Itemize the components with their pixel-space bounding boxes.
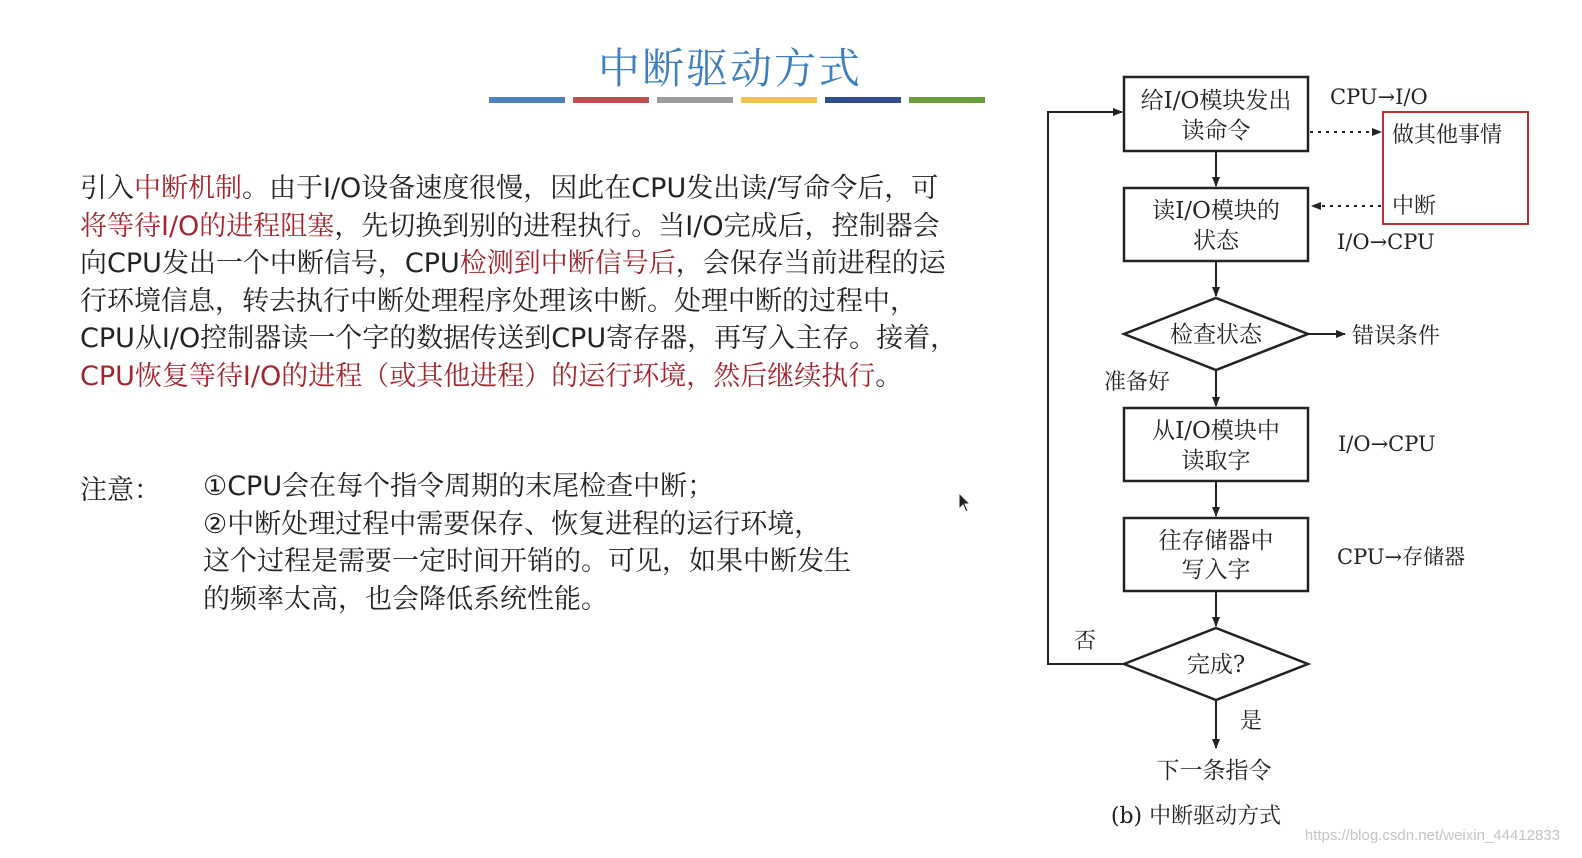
side-do-other-things: 做其他事情 [1392, 123, 1503, 148]
label-next-instruction: 下一条指令 [1156, 758, 1272, 784]
color-bar-segment [825, 97, 901, 103]
body-text: ，会保存当前进程的运行环境信息，转去执行中断处理程序处理该中断。处理中断的过程中，CPU从I/O控制器读一个字的数据传送到CPU寄存器，再写入主存。接着， [80, 248, 958, 354]
note-item-1: ①CPU会在每个指令周期的末尾检查中断； [203, 471, 715, 502]
body-text: 。 [875, 360, 903, 392]
color-bar-segment [489, 97, 565, 103]
color-bar-segment [657, 97, 733, 103]
label-error-condition: 错误条件 [1352, 324, 1441, 349]
main-paragraph [80, 170, 960, 395]
label-yes: 是 [1240, 709, 1263, 734]
diamond-done-label: 完成? [1186, 652, 1246, 678]
watermark: https://blog.csdn.net/weixin_44412833 [1304, 827, 1560, 844]
flowchart-caption: (b) 中断驱动方式 [1110, 804, 1282, 829]
color-bar-segment [909, 97, 985, 103]
box-read-status-line-2: 状态 [1193, 228, 1239, 254]
box-issue-read-command-line-2: 读命令 [1181, 118, 1251, 144]
note-item-2-line-1: ②中断处理过程中需要保存、恢复进程的运行环境， [203, 508, 822, 540]
box-issue-read-command-line-1: 给I/O模块发出 [1140, 88, 1292, 114]
highlighted-text: 检测到中断信号后 [459, 248, 676, 279]
diamond-check-status-label: 检查状态 [1170, 322, 1262, 348]
label-no: 否 [1074, 629, 1097, 654]
box-read-word-line-2: 读取字 [1181, 448, 1251, 474]
note-label: 注意： [80, 475, 161, 506]
label-cpu-to-memory: CPU→存储器 [1337, 545, 1466, 569]
mouse-cursor-icon [958, 492, 972, 514]
label-io-to-cpu-2: I/O→CPU [1338, 432, 1436, 456]
body-text: 引入 [80, 173, 134, 204]
label-ready: 准备好 [1104, 370, 1171, 395]
slide-title: 中断驱动方式 [597, 44, 862, 93]
body-text: ，先切换到别的进程执行。当I/O完成后，控制器会向CPU发出一个中断信号，CPU [80, 210, 940, 279]
note-item-2-line-2: 这个过程是需要一定时间开销的。可见，如果中断发生 [203, 546, 851, 577]
box-write-memory-line-2: 写入字 [1181, 557, 1251, 583]
color-bar-segment [573, 97, 649, 103]
highlighted-text: CPU恢复等待I/O的进程（或其他进程）的运行环境，然后继续执行 [80, 360, 876, 392]
box-read-word-line-1: 从I/O模块中 [1152, 418, 1280, 444]
highlighted-text: 将等待I/O的进程阻塞 [80, 210, 335, 242]
note-item-2-line-3: 的频率太高，也会降低系统性能。 [203, 583, 608, 615]
box-write-memory-line-1: 往存储器中 [1158, 528, 1274, 554]
side-interrupt: 中断 [1392, 194, 1437, 219]
box-read-status-line-1: 读I/O模块的 [1152, 198, 1280, 224]
label-io-to-cpu-1: I/O→CPU [1337, 230, 1435, 254]
label-cpu-to-io: CPU→I/O [1330, 85, 1428, 109]
note-body [203, 468, 963, 618]
color-bar-segment [741, 97, 817, 103]
highlighted-text: 中断机制 [134, 173, 242, 204]
body-text: 。由于I/O设备速度很慢，因此在CPU发出读/写命令后，可 [242, 173, 939, 204]
interrupt-flowchart [1000, 60, 1560, 840]
